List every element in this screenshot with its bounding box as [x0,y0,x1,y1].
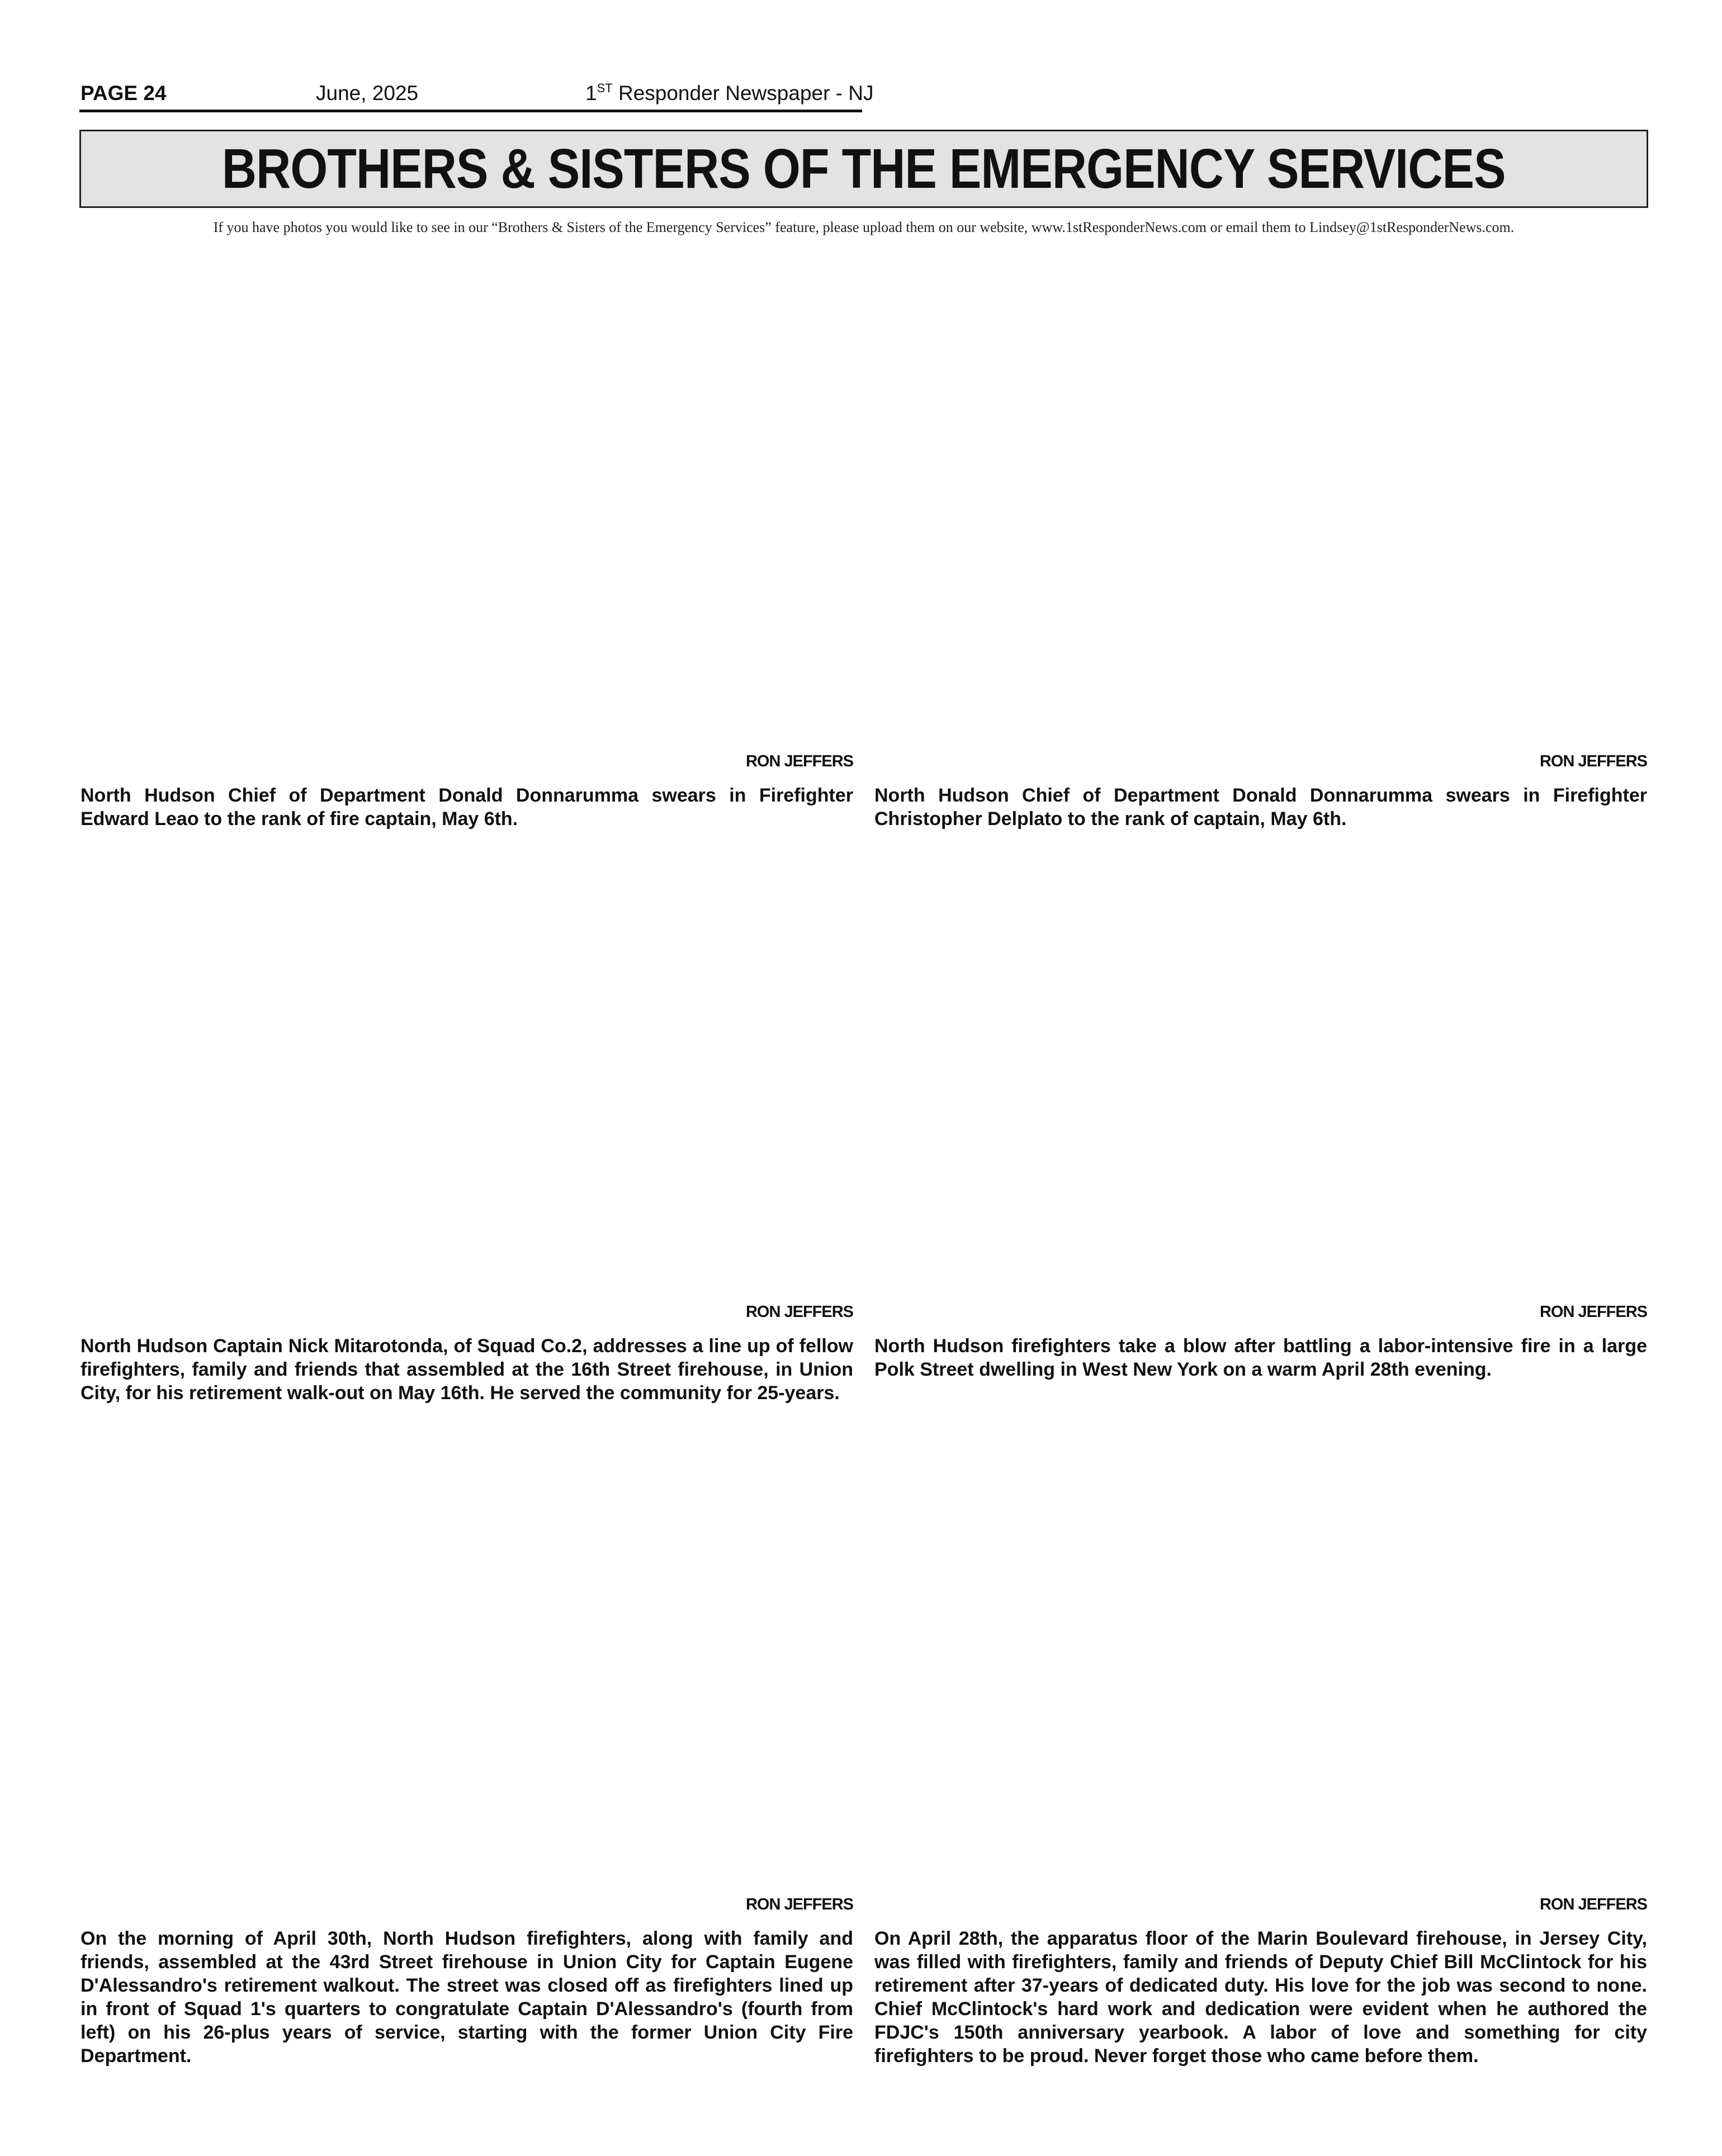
photo-credit: RON JEFFERS [1539,1896,1647,1913]
photo-credit: RON JEFFERS [1539,1303,1647,1321]
section-title: BROTHERS & SISTERS OF THE EMERGENCY SERVICES [222,137,1506,200]
photo [874,861,1647,1300]
photo-story [874,861,1647,1381]
photo-story [81,861,853,1405]
photo [874,1453,1647,1892]
page-number: PAGE 24 [81,82,167,105]
submission-note: If you have photos you would like to see in our “Brothers & Sisters of the Emergency Services” feature, please upload them on our website, www.1stResponderNews.com or email them to Lindsey@1stResponderNews.com. [213,219,1515,235]
photo [874,246,1647,749]
photo-credit: RON JEFFERS [1539,752,1647,770]
photo-caption: North Hudson firefighters take a blow after battling a labor-intensive fire in a large Polk Street dwelling in West New York on a warm April 28th evening. [874,1335,1647,1380]
photo-story [874,1453,1647,2068]
issue-date: June, 2025 [316,82,419,105]
photo-credit: RON JEFFERS [745,752,853,770]
page-header [79,78,874,112]
photo [81,246,853,749]
photo-caption: On the morning of April 30th, North Hudson firefighters, along with family and friends, assembled at the 43rd Street firehouse in Union City for Captain Eugene D'Alessandro's retirement walkout. The street was closed off as firefighters lined up in front of Squad 1's quarters to congratulate Captain D'Alessandro's (fourth from left) on his 26-plus years of service, starting with the former Union City Fire Department. [81,1928,853,2067]
photo-story [81,1453,853,2068]
photo [81,861,853,1300]
section-banner [79,130,1648,208]
photo-credit: RON JEFFERS [745,1896,853,1913]
newspaper-name-superscript: ST [597,81,613,95]
newspaper-name-rest: Responder Newspaper - NJ [612,82,874,105]
photo-caption: North Hudson Chief of Department Donald Donnarumma swears in Firefighter Edward Leao to the rank of fire captain, May 6th. [81,785,853,830]
newspaper-name-number: 1 [585,82,597,105]
photo-caption: On April 28th, the apparatus floor of the Marin Boulevard firehouse, in Jersey City, was filled with firefighters, family and friends of Deputy Chief Bill McClintock for his retirement after 37-years of dedicated duty. His love for the job was second to none. Chief McClintock's hard work and dedication were evident when he authored the FDJC's 150th anniversary yearbook. A labor of love and something for city firefighters to be proud. Never forget those who came before them. [874,1928,1647,2067]
photo-caption: North Hudson Chief of Department Donald Donnarumma swears in Firefighter Christopher Delplato to the rank of captain, May 6th. [874,785,1647,830]
photo-caption: North Hudson Captain Nick Mitarotonda, of Squad Co.2, addresses a line up of fellow firefighters, family and friends that assembled at the 16th Street firehouse, in Union City, for his retirement walk-out on May 16th. He served the community for 25-years. [81,1335,853,1404]
newspaper-name [585,82,874,105]
photo-story [81,246,853,831]
photo [81,1453,853,1892]
photo-credit: RON JEFFERS [745,1303,853,1321]
photo-story [874,246,1647,831]
